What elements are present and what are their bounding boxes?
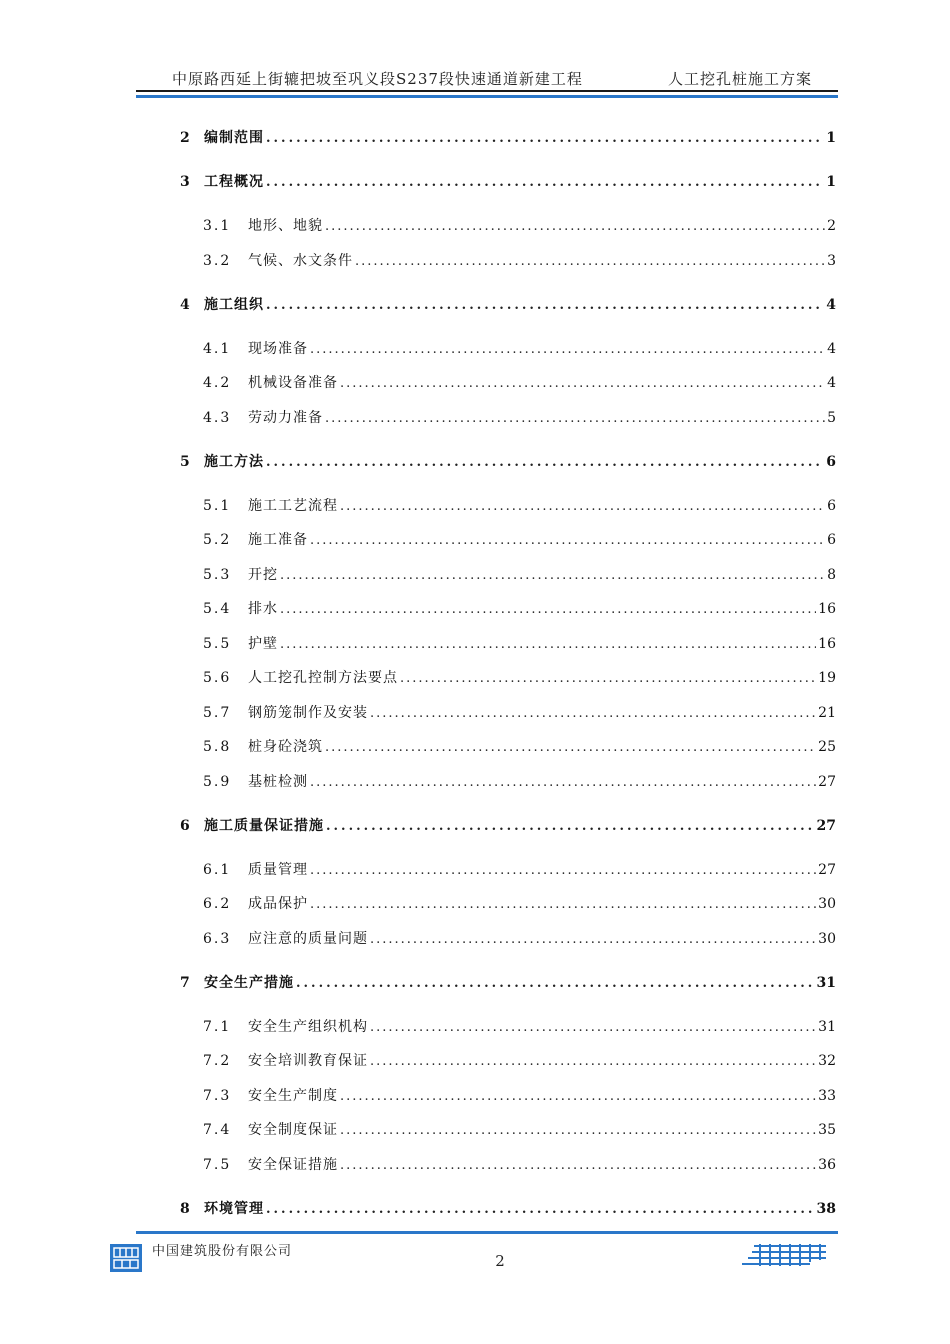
toc-entry-page: 36 — [818, 1157, 836, 1173]
toc-entry[interactable] — [203, 1016, 836, 1038]
toc-leader-dots — [340, 1120, 816, 1142]
toc-entry[interactable] — [203, 893, 836, 915]
toc-entry-number: 5.8 — [203, 739, 232, 755]
toc-leader-dots — [266, 172, 824, 194]
toc-entry-number: 5.3 — [203, 567, 232, 583]
toc-leader-dots — [326, 816, 815, 838]
toc-entry[interactable] — [203, 215, 836, 237]
toc-entry-page: 6 — [826, 454, 836, 470]
toc-leader-dots — [340, 496, 825, 518]
toc-entry-title: 安全培训教育保证 — [248, 1053, 368, 1069]
toc-entry-page: 27 — [818, 862, 836, 878]
toc-leader-dots — [370, 929, 816, 951]
toc-entry-number: 4.2 — [203, 375, 232, 391]
toc-entry-title: 施工组织 — [204, 297, 264, 313]
toc-leader-dots — [370, 1051, 816, 1073]
toc-entry[interactable] — [180, 171, 836, 193]
toc-entry-number: 6.3 — [203, 931, 232, 947]
toc-entry-page: 4 — [827, 341, 836, 357]
toc-entry[interactable] — [203, 928, 836, 950]
toc-entry-title: 劳动力准备 — [248, 410, 323, 426]
toc-entry-title: 基桩检测 — [248, 774, 308, 790]
toc-entry-number: 7.2 — [203, 1053, 232, 1069]
toc-entry-page: 33 — [818, 1088, 836, 1104]
toc-entry-page: 31 — [818, 1019, 836, 1035]
toc-entry-title: 施工方法 — [204, 454, 264, 470]
toc-entry-page: 16 — [818, 636, 836, 652]
toc-entry-number: 4.3 — [203, 410, 232, 426]
cscec-logo-icon — [110, 1244, 142, 1272]
toc-entry-title: 安全制度保证 — [248, 1122, 338, 1138]
toc-leader-dots — [340, 1086, 816, 1108]
toc-entry[interactable] — [180, 294, 836, 316]
toc-entry[interactable] — [203, 736, 836, 758]
toc-entry[interactable] — [203, 338, 836, 360]
toc-entry-number: 5.9 — [203, 774, 232, 790]
company-mark-icon — [740, 1242, 828, 1268]
toc-entry-number: 4 — [180, 297, 190, 313]
toc-entry[interactable] — [180, 972, 836, 994]
toc-entry-page: 3 — [827, 253, 836, 269]
toc-leader-dots — [296, 973, 815, 995]
toc-entry-title: 开挖 — [248, 567, 278, 583]
toc-leader-dots — [266, 452, 824, 474]
toc-leader-dots — [340, 1155, 816, 1177]
toc-entry-page: 2 — [827, 218, 836, 234]
toc-entry-page: 6 — [827, 532, 836, 548]
toc-entry-title: 人工挖孔控制方法要点 — [248, 670, 398, 686]
toc-entry-page: 8 — [827, 567, 836, 583]
toc-entry-title: 施工工艺流程 — [248, 498, 338, 514]
toc-entry-number: 7.4 — [203, 1122, 232, 1138]
toc-entry-title: 安全保证措施 — [248, 1157, 338, 1173]
toc-entry-title: 安全生产措施 — [204, 975, 294, 991]
toc-entry-title: 成品保护 — [248, 896, 308, 912]
toc-entry-page: 38 — [816, 1201, 836, 1217]
toc-leader-dots — [340, 373, 825, 395]
footer-page-number: 2 — [495, 1252, 505, 1270]
toc-entry[interactable] — [203, 407, 836, 429]
toc-entry-page: 4 — [826, 297, 836, 313]
toc-entry[interactable] — [180, 127, 836, 149]
toc-entry-number: 5 — [180, 454, 190, 470]
toc-entry[interactable] — [203, 1050, 836, 1072]
toc-entry-number: 7.1 — [203, 1019, 232, 1035]
toc-entry-number: 5.6 — [203, 670, 232, 686]
toc-leader-dots — [355, 251, 825, 273]
toc-leader-dots — [266, 128, 824, 150]
toc-entry-number: 3 — [180, 174, 190, 190]
toc-leader-dots — [400, 668, 816, 690]
toc-entry-title: 地形、地貌 — [248, 218, 323, 234]
toc-entry-page: 35 — [818, 1122, 836, 1138]
toc-entry-title: 编制范围 — [204, 130, 264, 146]
toc-entry-title: 施工质量保证措施 — [204, 818, 324, 834]
toc-entry[interactable] — [180, 815, 836, 837]
toc-entry-page: 25 — [818, 739, 836, 755]
toc-leader-dots — [310, 860, 816, 882]
toc-entry-number: 8 — [180, 1201, 190, 1217]
header-project-title: 中原路西延上街辘把坡至巩义段S237段快速通道新建工程 — [172, 70, 583, 88]
toc-entry-title: 环境管理 — [204, 1201, 264, 1217]
toc-entry-title: 桩身砼浇筑 — [248, 739, 323, 755]
toc-entry-title: 排水 — [248, 601, 278, 617]
toc-entry[interactable] — [203, 1154, 836, 1176]
toc-entry-title: 质量管理 — [248, 862, 308, 878]
toc-entry[interactable] — [203, 529, 836, 551]
toc-entry-number: 5.5 — [203, 636, 232, 652]
toc-entry-page: 6 — [827, 498, 836, 514]
toc-leader-dots — [280, 565, 825, 587]
toc-entry-number: 7 — [180, 975, 190, 991]
toc-leader-dots — [325, 216, 825, 238]
toc-entry-number: 5.4 — [203, 601, 232, 617]
toc-leader-dots — [310, 339, 825, 361]
toc-entry[interactable] — [203, 495, 836, 517]
toc-entry-page: 30 — [818, 896, 836, 912]
toc-entry-number: 7.5 — [203, 1157, 232, 1173]
toc-entry-number: 5.2 — [203, 532, 232, 548]
toc-entry-number: 5.7 — [203, 705, 232, 721]
toc-entry[interactable] — [203, 859, 836, 881]
toc-entry-page: 30 — [818, 931, 836, 947]
toc-entry[interactable] — [203, 1119, 836, 1141]
toc-entry-title: 工程概况 — [204, 174, 264, 190]
toc-entry-title: 安全生产制度 — [248, 1088, 338, 1104]
toc-entry-number: 6 — [180, 818, 190, 834]
toc-entry[interactable] — [203, 1085, 836, 1107]
footer-rule-blue — [136, 1231, 838, 1234]
toc-entry-number: 6.1 — [203, 862, 232, 878]
toc-entry-title: 钢筋笼制作及安装 — [248, 705, 368, 721]
toc-leader-dots — [280, 599, 816, 621]
toc-leader-dots — [370, 703, 816, 725]
toc-leader-dots — [280, 634, 816, 656]
toc-leader-dots — [310, 894, 816, 916]
toc-entry-page: 27 — [816, 818, 836, 834]
toc-leader-dots — [266, 1199, 815, 1221]
toc-entry[interactable] — [203, 372, 836, 394]
toc-entry-page: 16 — [818, 601, 836, 617]
toc-entry-page: 27 — [818, 774, 836, 790]
toc-leader-dots — [370, 1017, 816, 1039]
toc-entry-page: 32 — [818, 1053, 836, 1069]
toc-entry[interactable] — [203, 598, 836, 620]
toc-entry-page: 1 — [826, 130, 836, 146]
toc-entry-number: 2 — [180, 130, 190, 146]
toc-entry[interactable] — [203, 667, 836, 689]
toc-leader-dots — [325, 737, 816, 759]
toc-entry-title: 气候、水文条件 — [248, 253, 353, 269]
toc-leader-dots — [310, 530, 825, 552]
toc-entry-title: 安全生产组织机构 — [248, 1019, 368, 1035]
footer-company-name: 中国建筑股份有限公司 — [152, 1244, 293, 1259]
toc-entry-title: 机械设备准备 — [248, 375, 338, 391]
toc-entry-number: 3.1 — [203, 218, 232, 234]
toc-entry-page: 1 — [826, 174, 836, 190]
toc-entry-number: 5.1 — [203, 498, 232, 514]
toc-entry-page: 19 — [818, 670, 836, 686]
toc-entry[interactable] — [180, 1198, 836, 1220]
toc-leader-dots — [266, 295, 824, 317]
toc-entry-page: 31 — [816, 975, 836, 991]
toc-entry-title: 施工准备 — [248, 532, 308, 548]
toc-entry-number: 7.3 — [203, 1088, 232, 1104]
toc-entry[interactable] — [203, 250, 836, 272]
toc-entry[interactable] — [203, 633, 836, 655]
toc-entry[interactable] — [203, 564, 836, 586]
toc-entry-title: 现场准备 — [248, 341, 308, 357]
toc-leader-dots — [310, 772, 816, 794]
toc-entry[interactable] — [203, 702, 836, 724]
toc-entry-number: 3.2 — [203, 253, 232, 269]
toc-entry-title: 护壁 — [248, 636, 278, 652]
toc-entry-number: 6.2 — [203, 896, 232, 912]
toc-entry-number: 4.1 — [203, 341, 232, 357]
toc-entry-page: 5 — [827, 410, 836, 426]
header-document-title: 人工挖孔桩施工方案 — [667, 70, 812, 88]
toc-leader-dots — [325, 408, 825, 430]
toc-entry[interactable] — [203, 771, 836, 793]
toc-entry[interactable] — [180, 451, 836, 473]
toc-entry-title: 应注意的质量问题 — [248, 931, 368, 947]
toc-entry-page: 4 — [827, 375, 836, 391]
toc-entry-page: 21 — [818, 705, 836, 721]
